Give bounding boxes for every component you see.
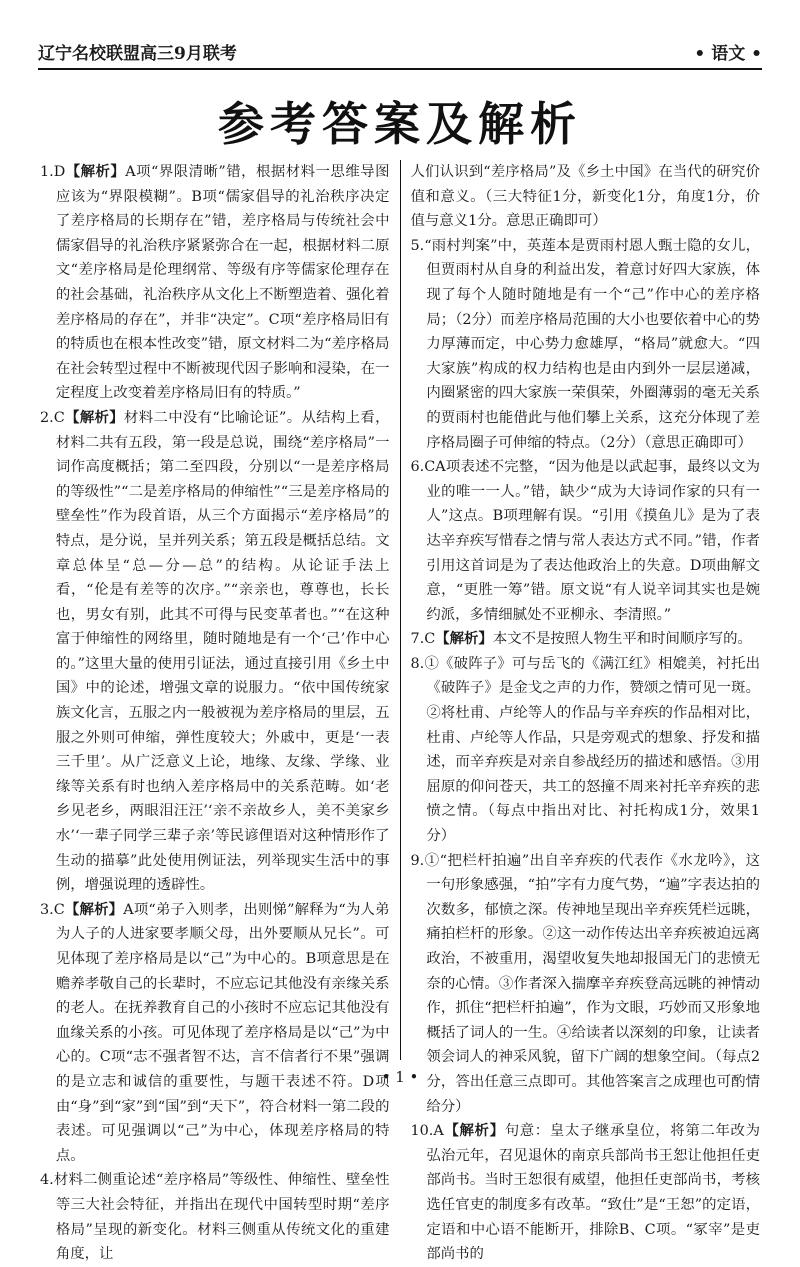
item-number: 6.C bbox=[410, 459, 436, 476]
answer-item bbox=[40, 898, 390, 1169]
answer-text: ①“把栏杆拍遍”出自辛弃疾的代表作《水龙吟》，这一句形象感强，“拍”字有力度气势，“遍”字表达拍的次数多，郁愤之深。传神地呈现出辛弃疾凭栏远眺，痛拍栏杆的形象。②这一动作传达出辛弃疾被迫远离政治，不被重用，渴望收复失地却报国无门的悲愤无奈的心情。③作者深入揣摩辛弃疾登高远眺的神情动作，抓住“把栏杆拍遍”，作为文眼，巧妙而又形象地概括了词人的一生。④给读者以深刻的印象，让读者领会词人的神采风貌，留下广阔的想象空间。（每点2分，答出任意三点即可。其他答案言之成理也可酌情给分） bbox=[424, 852, 760, 1115]
answer-text: “雨村判案”中，英莲本是贾雨村恩人甄士隐的女儿，但贾雨村从自身的利益出发，着意讨好四大家族，体现了每个人随时随地是有一个“己”作中心的差序格局；（2分）而差序格局范围的大小也要依着中心的势力厚薄而定，中心势力愈雄厚，“格局”就愈大。“四大家族”构成的权力结构也是由内到外一层层递减，内圈紧密的四大家族一荣俱荣，外圈薄弱的毫无关系的贾雨村也能借此与他们攀上关系，这充分体现了差序格局圈子可伸缩的特点。（2分）（意思正确即可） bbox=[424, 237, 760, 451]
answer-item bbox=[411, 1119, 761, 1267]
item-number: 9. bbox=[410, 852, 425, 869]
answer-text: A项“弟子入则孝，出则悌”解释为“为人弟为人子的人进家要孝顺父母，出外要顺从兄长”。可见体现了差序格局是以“己”为中心的。B项意思是在赡养孝敬自己的长辈时，不应忘记其他没有亲缘关系的老人。在抚养教育自己的小孩时不应忘记其他没有血缘关系的小孩。可见体现了差序格局是以“己”为中心的。C项“志不强者智不达，言不信者行不果”强调的是立志和诚信的重要性，与题干表述不符。D项由“身”到“家”到“国”到“天下”，符合材料一第二段的表述。可见强调以“己”为中心，体现差序格局的特点。 bbox=[55, 901, 390, 1164]
answer-text: 本文不是按照人物生平和时间顺序写的。 bbox=[492, 631, 752, 648]
item-number: 5. bbox=[410, 237, 425, 254]
page-header bbox=[38, 38, 762, 70]
item-number: 7.C bbox=[410, 631, 436, 648]
answer-item bbox=[411, 234, 761, 455]
left-column bbox=[40, 160, 401, 1263]
answer-text: A项表述不完整，“因为他是以武起事，最终以文为业的唯一一人。”错，缺少“成为大诗词作家的只有一人”这点。B项理解有误。“引用《摸鱼儿》是为了表达辛弃疾写惜春之情与常人表达方式不同。”错，作者引用这首词是为了表达他政治上的失意。D项曲解文意，“更胜一筹”错。原文说“有人说辛词其实也是婉约派，多情细腻处不亚柳永、李清照。” bbox=[426, 459, 760, 623]
item-number: 2.C bbox=[40, 409, 65, 426]
right-column bbox=[401, 160, 761, 1263]
item-number: 8. bbox=[410, 655, 425, 672]
item-number: 1.D bbox=[40, 164, 66, 180]
answer-item bbox=[411, 652, 761, 849]
answer-columns bbox=[40, 160, 760, 1263]
answer-text: 材料二侧重论述“差序格局”等级性、伸缩性、壁垒性等三大社会特征，并指出在现代中国转型时期“差序格局”呈现的新变化。材料三侧重从传统文化的重建角度，让 bbox=[53, 1172, 390, 1263]
answer-item bbox=[40, 1168, 390, 1266]
analysis-tag: 【解析】 bbox=[65, 163, 126, 180]
analysis-tag: 【解析】 bbox=[435, 630, 493, 648]
analysis-tag: 【解析】 bbox=[64, 408, 125, 426]
subject-label: • 语文 • bbox=[694, 44, 762, 64]
answer-item bbox=[411, 455, 761, 627]
item-number: 3.C bbox=[40, 901, 65, 918]
answer-item bbox=[40, 406, 390, 898]
answer-text: ①《破阵子》可与岳飞的《满江红》相媲美，衬托出《破阵子》是金戈之声的力作，赞颂之情可见一斑。②将杜甫、卢纶等人的作品与辛弃疾的作品相对比，杜甫、卢纶等人作品，只是旁观式的想象、抒发和描述，而辛弃疾是对亲自参战经历的描述和感悟。③用屈原的仰问苍天，共工的怒撞不周来衬托辛弃疾的悲愤之情。（每点中指出对比、衬托构成1分，效果1分） bbox=[424, 655, 760, 845]
continued-text: 人们认识到“差序格局”及《乡土中国》在当代的研究价值和意义。（三大特征1分，新变化1分，角度1分，价值与意义1分。意思正确即可） bbox=[410, 164, 760, 230]
answer-item bbox=[411, 627, 761, 652]
analysis-tag: 【解析】 bbox=[64, 900, 124, 918]
analysis-tag: 【解析】 bbox=[443, 1122, 505, 1140]
answer-text: 句意：皇太子继承皇位，将第二年改为弘治元年，召见退休的南京兵部尚书王恕让他担任吏部尚书。当时王恕很有威望，他担任吏部尚书，考核选任官吏的制度多有改革。“致仕”是“王恕”的定语，定语和中心语不能断开，排除B、C项。“冢宰”是吏部尚书的 bbox=[426, 1123, 760, 1263]
answer-item bbox=[40, 160, 390, 406]
page-title: 参考答案及解析 bbox=[218, 97, 582, 151]
answer-text: A项“界限清晰”错，根据材料一思维导图应该为“界限模糊”。B项“儒家倡导的礼治秩序决定了差序格局的长期存在”错，差序格局与传统社会中儒家倡导的礼治秩序紧紧弥合在一起，根据材料二原文“差序格局是伦理纲常、等级有序等儒家伦理存在的社会基础，礼治秩序从文化上不断塑造着、强化着差序格局的存在”，并非“决定”。C项“差序格局旧有的特质也在根本性改变”错，原文材料二为“差序格局在社会转型过程中不断被现代因子影响和浸染，在一定程度上改变着差序格局旧有的特质。” bbox=[55, 164, 390, 402]
answer-text: 材料二中没有“比喻论证”。从结构上看，材料二共有五段，第一段是总说，围绕“差序格局”一词作高度概括；第二至四段，分别以“一是差序格局的等级性”“二是差序格局的伸缩性”“三是差序格局的壁垒性”作为段首语，从三个方面揭示“差序格局”的特点，是分说，呈并列关系；第五段是概括总结。文章总体呈“总—分—总”的结构。从论证手法上看，“伦是有差等的次序。”“亲亲也，尊尊也，长长也，男女有别，此其不可得与民变革者也。”“在这种富于伸缩性的网络里，随时随地是有一个‘己’作中心的。”这里大量的使用引证法，通过直接引用《乡土中国》中的论述，增强文章的说服力。“依中国传统家族文化言，五服之内一般被视为差序格局的里层，五服之外则可伸缩，弹性度较大；外戚中，更是‘一表三千里’。从广泛意义上论，地缘、友缘、学缘、业缘等关系有时也纳入差序格局中的关系范畴。如‘老乡见老乡，两眼泪汪汪’‘亲不亲故乡人，美不美家乡水’‘一辈子同学三辈子亲’等民谚俚语对这种情形作了生动的描摹”此处使用例证法，列举现实生活中的事例，增强说理的透辟性。 bbox=[55, 409, 390, 894]
item-number: 10.A bbox=[410, 1123, 444, 1140]
exam-title: 辽宁名校联盟高三9月联考 bbox=[38, 44, 237, 64]
item-number: 4. bbox=[40, 1172, 54, 1189]
page-number: • 1 • bbox=[381, 1068, 419, 1086]
